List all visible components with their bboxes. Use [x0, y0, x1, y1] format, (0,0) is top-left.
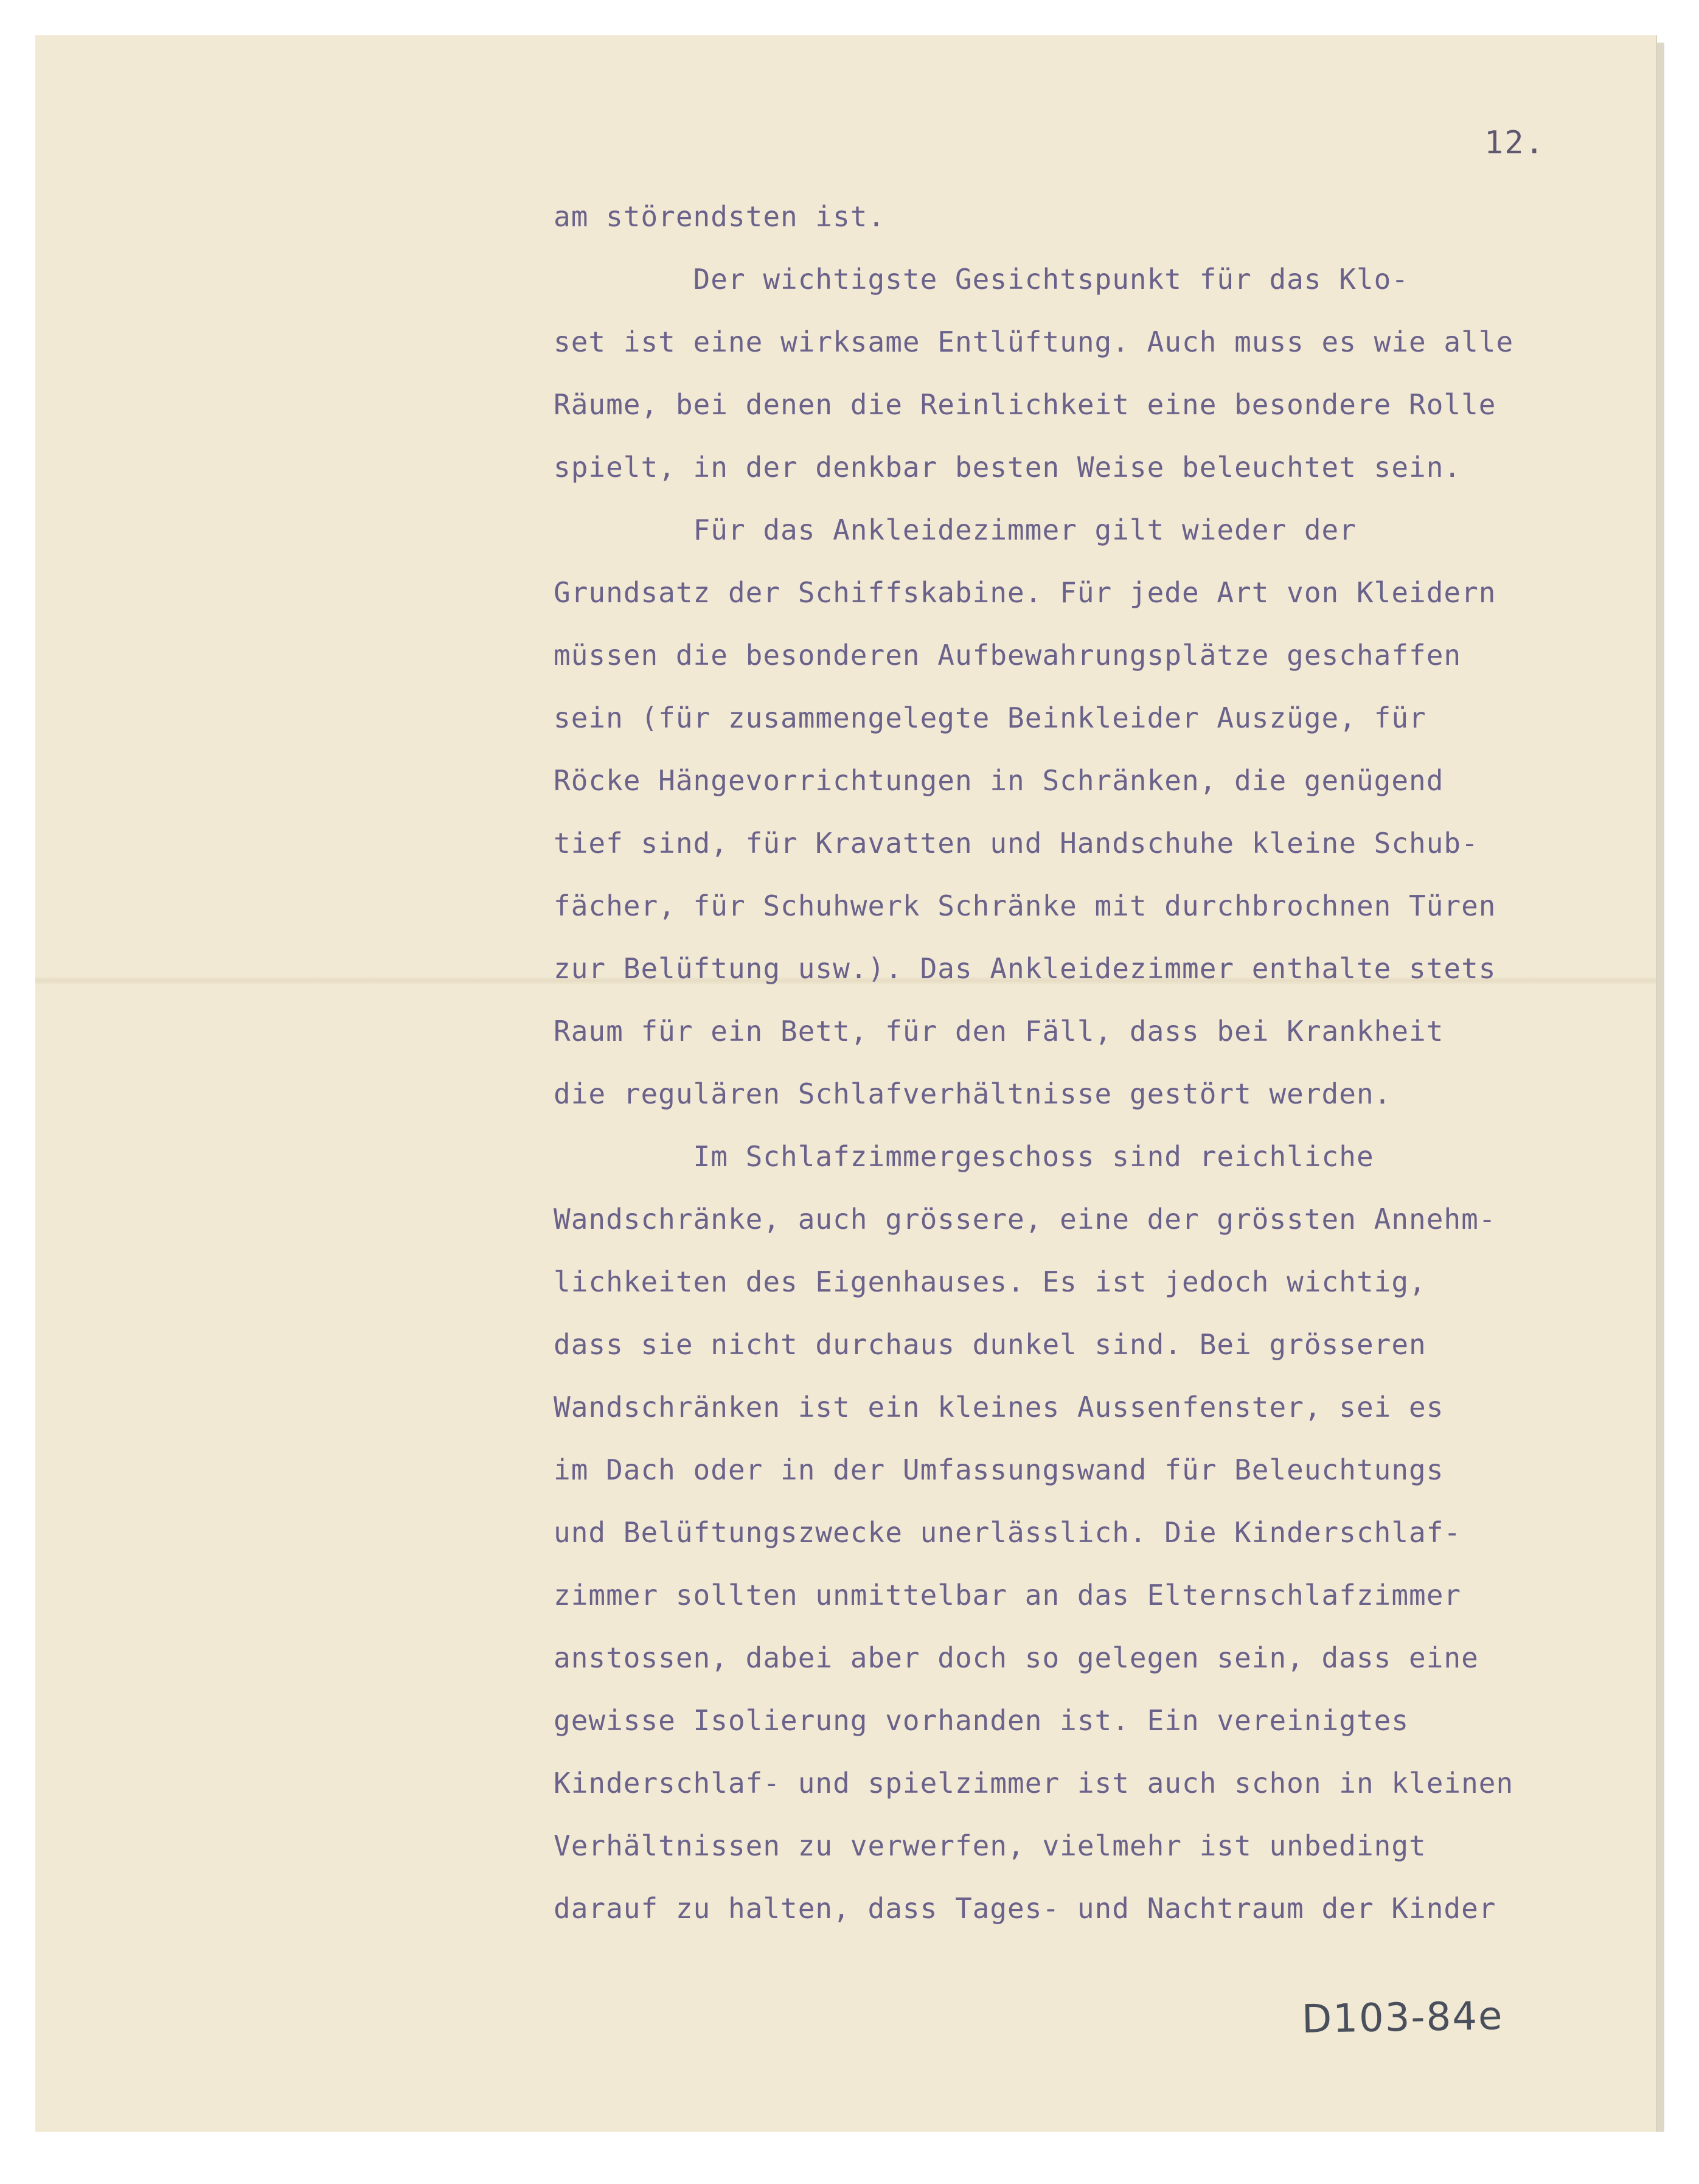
- text-line: gewisse Isolierung vorhanden ist. Ein vereinigtes: [554, 1704, 1409, 1737]
- text-line: Grundsatz der Schiffskabine. Für jede Art von Kleidern: [554, 576, 1496, 609]
- text-line: müssen die besonderen Aufbewahrungsplätze geschaffen: [554, 639, 1462, 672]
- text-line: tief sind, für Kravatten und Handschuhe kleine Schub-: [554, 827, 1479, 860]
- text-line: Wandschränken ist ein kleines Aussenfenster, sei es: [554, 1391, 1444, 1424]
- text-line: set ist eine wirksame Entlüftung. Auch muss es wie alle: [554, 325, 1514, 358]
- text-line: zimmer sollten unmittelbar an das Elternschlafzimmer: [554, 1579, 1462, 1612]
- archive-mark: D103-84e: [1301, 1994, 1504, 2042]
- paper-edge-shadow: [1656, 43, 1664, 2132]
- text-line: Raum für ein Bett, für den Fäll, dass bei Krankheit: [554, 1015, 1444, 1048]
- text-line: zur Belüftung usw.). Das Ankleidezimmer enthalte stets: [554, 952, 1496, 985]
- text-line: am störendsten ist.: [554, 200, 886, 233]
- text-line: die regulären Schlafverhältnisse gestört werden.: [554, 1077, 1392, 1110]
- text-line: lichkeiten des Eigenhauses. Es ist jedoch wichtig,: [554, 1265, 1426, 1298]
- text-line: Für das Ankleidezimmer gilt wieder der: [554, 513, 1357, 546]
- body-text: [554, 186, 1636, 1940]
- text-line: fächer, für Schuhwerk Schränke mit durchbrochnen Türen: [554, 889, 1496, 922]
- text-line: und Belüftungszwecke unerlässlich. Die Kinderschlaf-: [554, 1516, 1462, 1549]
- text-line: Der wichtigste Gesichtspunkt für das Klo-: [554, 263, 1409, 296]
- text-line: im Dach oder in der Umfassungswand für Beleuchtungs: [554, 1453, 1444, 1486]
- text-line: sein (für zusammengelegte Beinkleider Auszüge, für: [554, 701, 1426, 734]
- text-line: Im Schlafzimmergeschoss sind reichliche: [554, 1140, 1374, 1173]
- text-line: Kinderschlaf- und spielzimmer ist auch schon in kleinen: [554, 1767, 1514, 1800]
- text-line: Verhältnissen zu verwerfen, vielmehr ist unbedingt: [554, 1829, 1426, 1862]
- text-line: darauf zu halten, dass Tages- und Nachtraum der Kinder: [554, 1892, 1496, 1925]
- text-line: spielt, in der denkbar besten Weise beleuchtet sein.: [554, 451, 1462, 484]
- text-line: Wandschränke, auch grössere, eine der grössten Annehm-: [554, 1203, 1496, 1236]
- text-line: Räume, bei denen die Reinlichkeit eine besondere Rolle: [554, 388, 1496, 421]
- text-line: dass sie nicht durchaus dunkel sind. Bei grösseren: [554, 1328, 1426, 1361]
- text-line: Röcke Hängevorrichtungen in Schränken, die genügend: [554, 764, 1444, 797]
- page-number: 12.: [1484, 125, 1545, 161]
- text-line: anstossen, dabei aber doch so gelegen sein, dass eine: [554, 1641, 1479, 1674]
